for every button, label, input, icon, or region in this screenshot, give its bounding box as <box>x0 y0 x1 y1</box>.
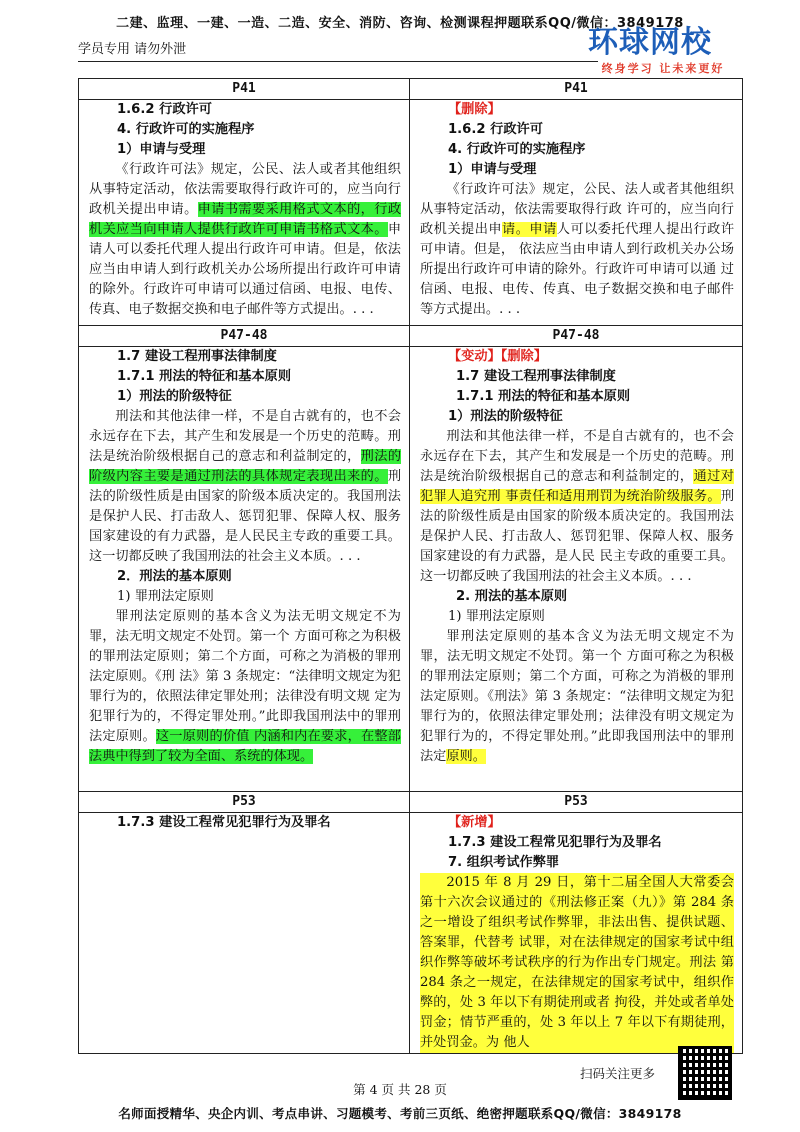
paragraph: 刑法和其他法律一样，不是自古就有的，也不会永远存在下去，其产生和发展是一个历史的范畴。刑法是统治阶级根据自己的意志和利益制定的，刑法的阶级内容主要是通过刑法的具体规定表现出来的。刑法的阶级性质是由国家的阶级本质决定的。我国刑法是保护人民、打击敌人、惩罚犯罪、保障人权、服务国家建设的有力武器，是人民民主专政的重要工具。这一切都反映了我国刑法的社会主义本质。. . . <box>89 409 402 564</box>
table-row-page-header <box>79 79 743 100</box>
page-ref-right: P41 <box>410 79 743 100</box>
highlight-yellow: 原则。 <box>446 749 486 764</box>
table-row-page-header <box>79 326 743 347</box>
highlight-yellow: 申请 <box>529 222 557 237</box>
change-tag: 【删除】 <box>448 102 501 117</box>
table-row <box>79 100 743 326</box>
section-heading: 1.6.2 行政许可 <box>117 102 212 117</box>
page-number: 第 4 页 共 28 页 <box>353 1082 447 1097</box>
old-text-cell <box>79 100 410 326</box>
highlight-green: 刑法的阶级内容主要是通过刑法的具体规定表现出来的。 <box>89 449 402 484</box>
change-tag: 【变动】【删除】 <box>448 349 547 364</box>
paragraph-highlighted: 2015 年 8 月 29 日，第十二届全国人大常委会第十六次会议通过的《刑法修正案（九）》第 284 条之一增设了组织考试作弊罪，非法出售、提供试题、答案罪，代替考 试罪，对在法律规定的国家考试中组织作弊等破坏考试秩序的行为作出专门规定。刑法 第 284 条之一规定，在法律规定的国家考试中，组织作弊的，处 3 年以下有期徒刑或者 拘役，并处或者单处罚金；情节严重的，处 3 年以上 7 年以下有期徒刑，并处罚金。为 他人 <box>420 873 734 1053</box>
section-heading: 1.6.2 行政许可 <box>448 122 543 137</box>
page-ref-left: P53 <box>79 792 410 813</box>
table-row <box>79 813 743 1054</box>
section-heading: 2．刑法的基本原则 <box>117 569 232 584</box>
sub-header-notice: 学员专用 请勿外泄 <box>78 38 598 62</box>
highlight-yellow: 请。 <box>502 222 530 237</box>
qr-code-icon <box>678 1046 732 1100</box>
logo-text: 环球网校 <box>588 25 712 60</box>
bottom-promo-line: 名师面授精华、央企内训、考点串讲、习题模考、考前三页纸、绝密押题联系QQ/微信：3849178 <box>118 1106 682 1121</box>
paragraph: 《行政许可法》规定，公民、法人或者其他组织从事特定活动，依法需要取得行政许可的，应当向行政机关提出申请。申请书需要采用格式文本的，行政机关应当向申请人提供行政许可申请书格式文本。申请人可以委托代理人提出行政许可申请。但是，依法应当由申请人到行政机关办公场所提出行政许可申请的除外。行政许可申请可以通过信函、电报、电传、传真、电子数据交换和电子邮件等方式提出。. . . <box>89 162 402 317</box>
paragraph: 刑法和其他法律一样，不是自古就有的，也不会永远存在下去，其产生和发展是一个历史的范畴。刑法是统治阶级根据自己的意志和利益制定的，通过对犯罪人追究刑 事责任和适用刑罚为统治阶级服务。刑法的阶级性质是由国家的阶级本质决定的。我国刑法是保护人民、打击敌人、惩罚犯罪、保障人权、服务国家建设的有力武器，是人民 民主专政的重要工具。这一切都反映了我国刑法的社会主义本质。. . . <box>420 429 735 584</box>
sub-heading: 1) 罪刑法定原则 <box>448 609 545 624</box>
section-heading: 1.7.3 建设工程常见犯罪行为及罪名 <box>117 815 331 830</box>
section-heading: 4. 行政许可的实施程序 <box>117 122 255 137</box>
new-text-cell <box>410 813 743 1054</box>
highlight-green: 这一原则的价值 内涵和内在要求，在整部法典中得到了较为全面、系统的体现。 <box>89 729 401 764</box>
section-heading: 1.7.1 刑法的特征和基本原则 <box>117 369 292 384</box>
table-row-page-header <box>79 792 743 813</box>
section-heading: 1）申请与受理 <box>117 142 206 157</box>
section-heading: 1.7.3 建设工程常见犯罪行为及罪名 <box>448 835 662 850</box>
brand-logo <box>588 26 748 82</box>
new-text-cell <box>410 100 743 326</box>
highlight-yellow: 通过对犯罪人追究刑 事责任和适用刑罚为统治阶级服务。 <box>420 469 735 504</box>
section-heading: 4. 行政许可的实施程序 <box>448 142 586 157</box>
logo-slogan: 终身学习 让未来更好 <box>601 62 725 75</box>
highlight-green: 申请书需要采用格式文本的，行政机关应当向申请人提供行政许可申请书格式文本。 <box>89 202 402 237</box>
section-heading: 2. 刑法的基本原则 <box>456 589 568 604</box>
change-tag: 【新增】 <box>448 815 501 830</box>
sub-heading: 1) 罪刑法定原则 <box>117 589 214 604</box>
section-heading: 1）刑法的阶级特征 <box>448 409 563 424</box>
top-promo-line: 二建、监理、一建、一造、二造、安全、消防、咨询、检测课程押题联系QQ/微信：3849178 <box>116 16 684 31</box>
section-heading: 1）申请与受理 <box>448 162 537 177</box>
page-ref-left: P47-48 <box>79 326 410 347</box>
section-heading: 7. 组织考试作弊罪 <box>448 855 560 870</box>
page-ref-left: P41 <box>79 79 410 100</box>
scan-prompt: 扫码关注更多 <box>580 1066 656 1081</box>
table-row <box>79 347 743 792</box>
comparison-table <box>78 78 743 1054</box>
old-text-cell <box>79 813 410 1054</box>
section-heading: 1.7.1 刑法的特征和基本原则 <box>456 389 631 404</box>
section-heading: 1.7 建设工程刑事法律制度 <box>456 369 616 384</box>
paragraph: 《行政许可法》规定，公民、法人或者其他组织从事特定活动，依法需要取得行政 许可的，应当向行政机关提出申请。申请人可以委托代理人提出行政许可申请。但是， 依法应当由申请人到行政机关办公场所提出行政许可申请的除外。行政许可申请可以通 过信函、电报、电传、传真、电子数据交换和电子邮件等方式提出。. . . <box>420 182 735 317</box>
old-text-cell <box>79 347 410 792</box>
page-ref-right: P47-48 <box>410 326 743 347</box>
paragraph: 罪刑法定原则的基本含义为法无明文规定不为罪，法无明文规定不处罚。第一个 方面可称之为积极的罪刑法定原则；第二个方面，可称之为消极的罪刑法定原则。《刑法》第 3 条规定：“法律明文规定为犯罪行为的，依照法律定罪处刑；法律没有明文规定为犯罪行为的，不得定罪处刑。”此即我国刑法中的罪刑法定原则。 <box>420 629 734 764</box>
page-ref-right: P53 <box>410 792 743 813</box>
paragraph: 罪刑法定原则的基本含义为法无明文规定不为罪，法无明文规定不处罚。第一个 方面可称之为积极的罪刑法定原则；第二个方面，可称之为消极的罪刑法定原则。《刑 法》第 3 条规定：“法律明文规定为犯罪行为的，依照法律定罪处刑；法律没有明文规 定为犯罪行为的，不得定罪处刑。”此即我国刑法中的罪刑法定原则。这一原则的价值 内涵和内在要求，在整部法典中得到了较为全面、系统的体现。 <box>89 609 401 764</box>
new-text-cell <box>410 347 743 792</box>
section-heading: 1.7 建设工程刑事法律制度 <box>117 349 277 364</box>
section-heading: 1）刑法的阶级特征 <box>117 389 232 404</box>
